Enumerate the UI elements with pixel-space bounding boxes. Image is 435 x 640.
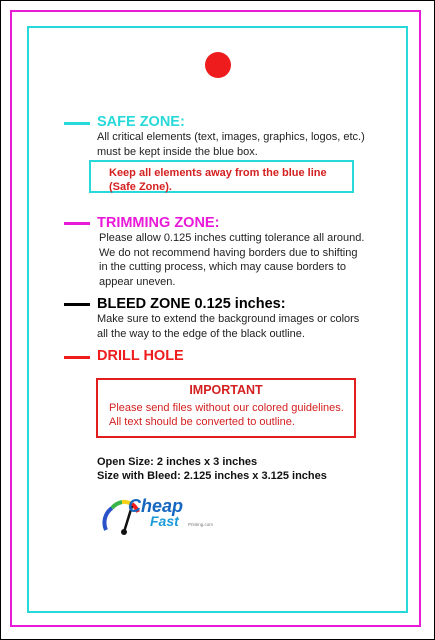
drill-hole-swatch bbox=[64, 356, 90, 359]
cheap-fast-printing-logo bbox=[102, 492, 232, 537]
important-box bbox=[96, 378, 356, 438]
drill-hole-title: DRILL HOLE bbox=[97, 348, 184, 364]
safe-zone-swatch bbox=[64, 122, 90, 125]
open-size-text: Open Size: 2 inches x 3 inches bbox=[97, 456, 258, 468]
safe-zone-title: SAFE ZONE: bbox=[97, 114, 185, 130]
trimming-zone-swatch bbox=[64, 222, 90, 225]
logo-tagline: Printing.com bbox=[188, 522, 214, 527]
safe-zone-description: All critical elements (text, images, graphics, logos, etc.) must be kept inside the blue box. bbox=[97, 131, 365, 158]
drill-hole-marker bbox=[205, 52, 231, 78]
important-line: Please send files without our colored guidelines. bbox=[109, 402, 344, 414]
bleed-zone-swatch bbox=[64, 303, 90, 306]
logo-word-cheap: Cheap bbox=[128, 496, 184, 516]
trimming-zone-title: TRIMMING ZONE: bbox=[97, 215, 220, 231]
safe-zone-note: Keep all elements away from the blue line (Safe Zone). bbox=[89, 160, 354, 193]
bleed-zone-title: BLEED ZONE 0.125 inches: bbox=[97, 296, 286, 312]
logo-word-fast: Fast bbox=[150, 513, 179, 529]
important-line: All text should be converted to outline. bbox=[109, 416, 295, 428]
important-title: IMPORTANT bbox=[189, 383, 263, 397]
bleed-zone-description: Make sure to extend the background images or colors all the way to the edge of the black outline. bbox=[97, 313, 360, 340]
bleed-size-text: Size with Bleed: 2.125 inches x 3.125 inches bbox=[97, 470, 327, 482]
trimming-zone-description: Please allow 0.125 inches cutting tolerance all around. We do not recommend having borders due to shifting in the cutting process, which may cause borders to appear uneven. bbox=[99, 232, 365, 288]
